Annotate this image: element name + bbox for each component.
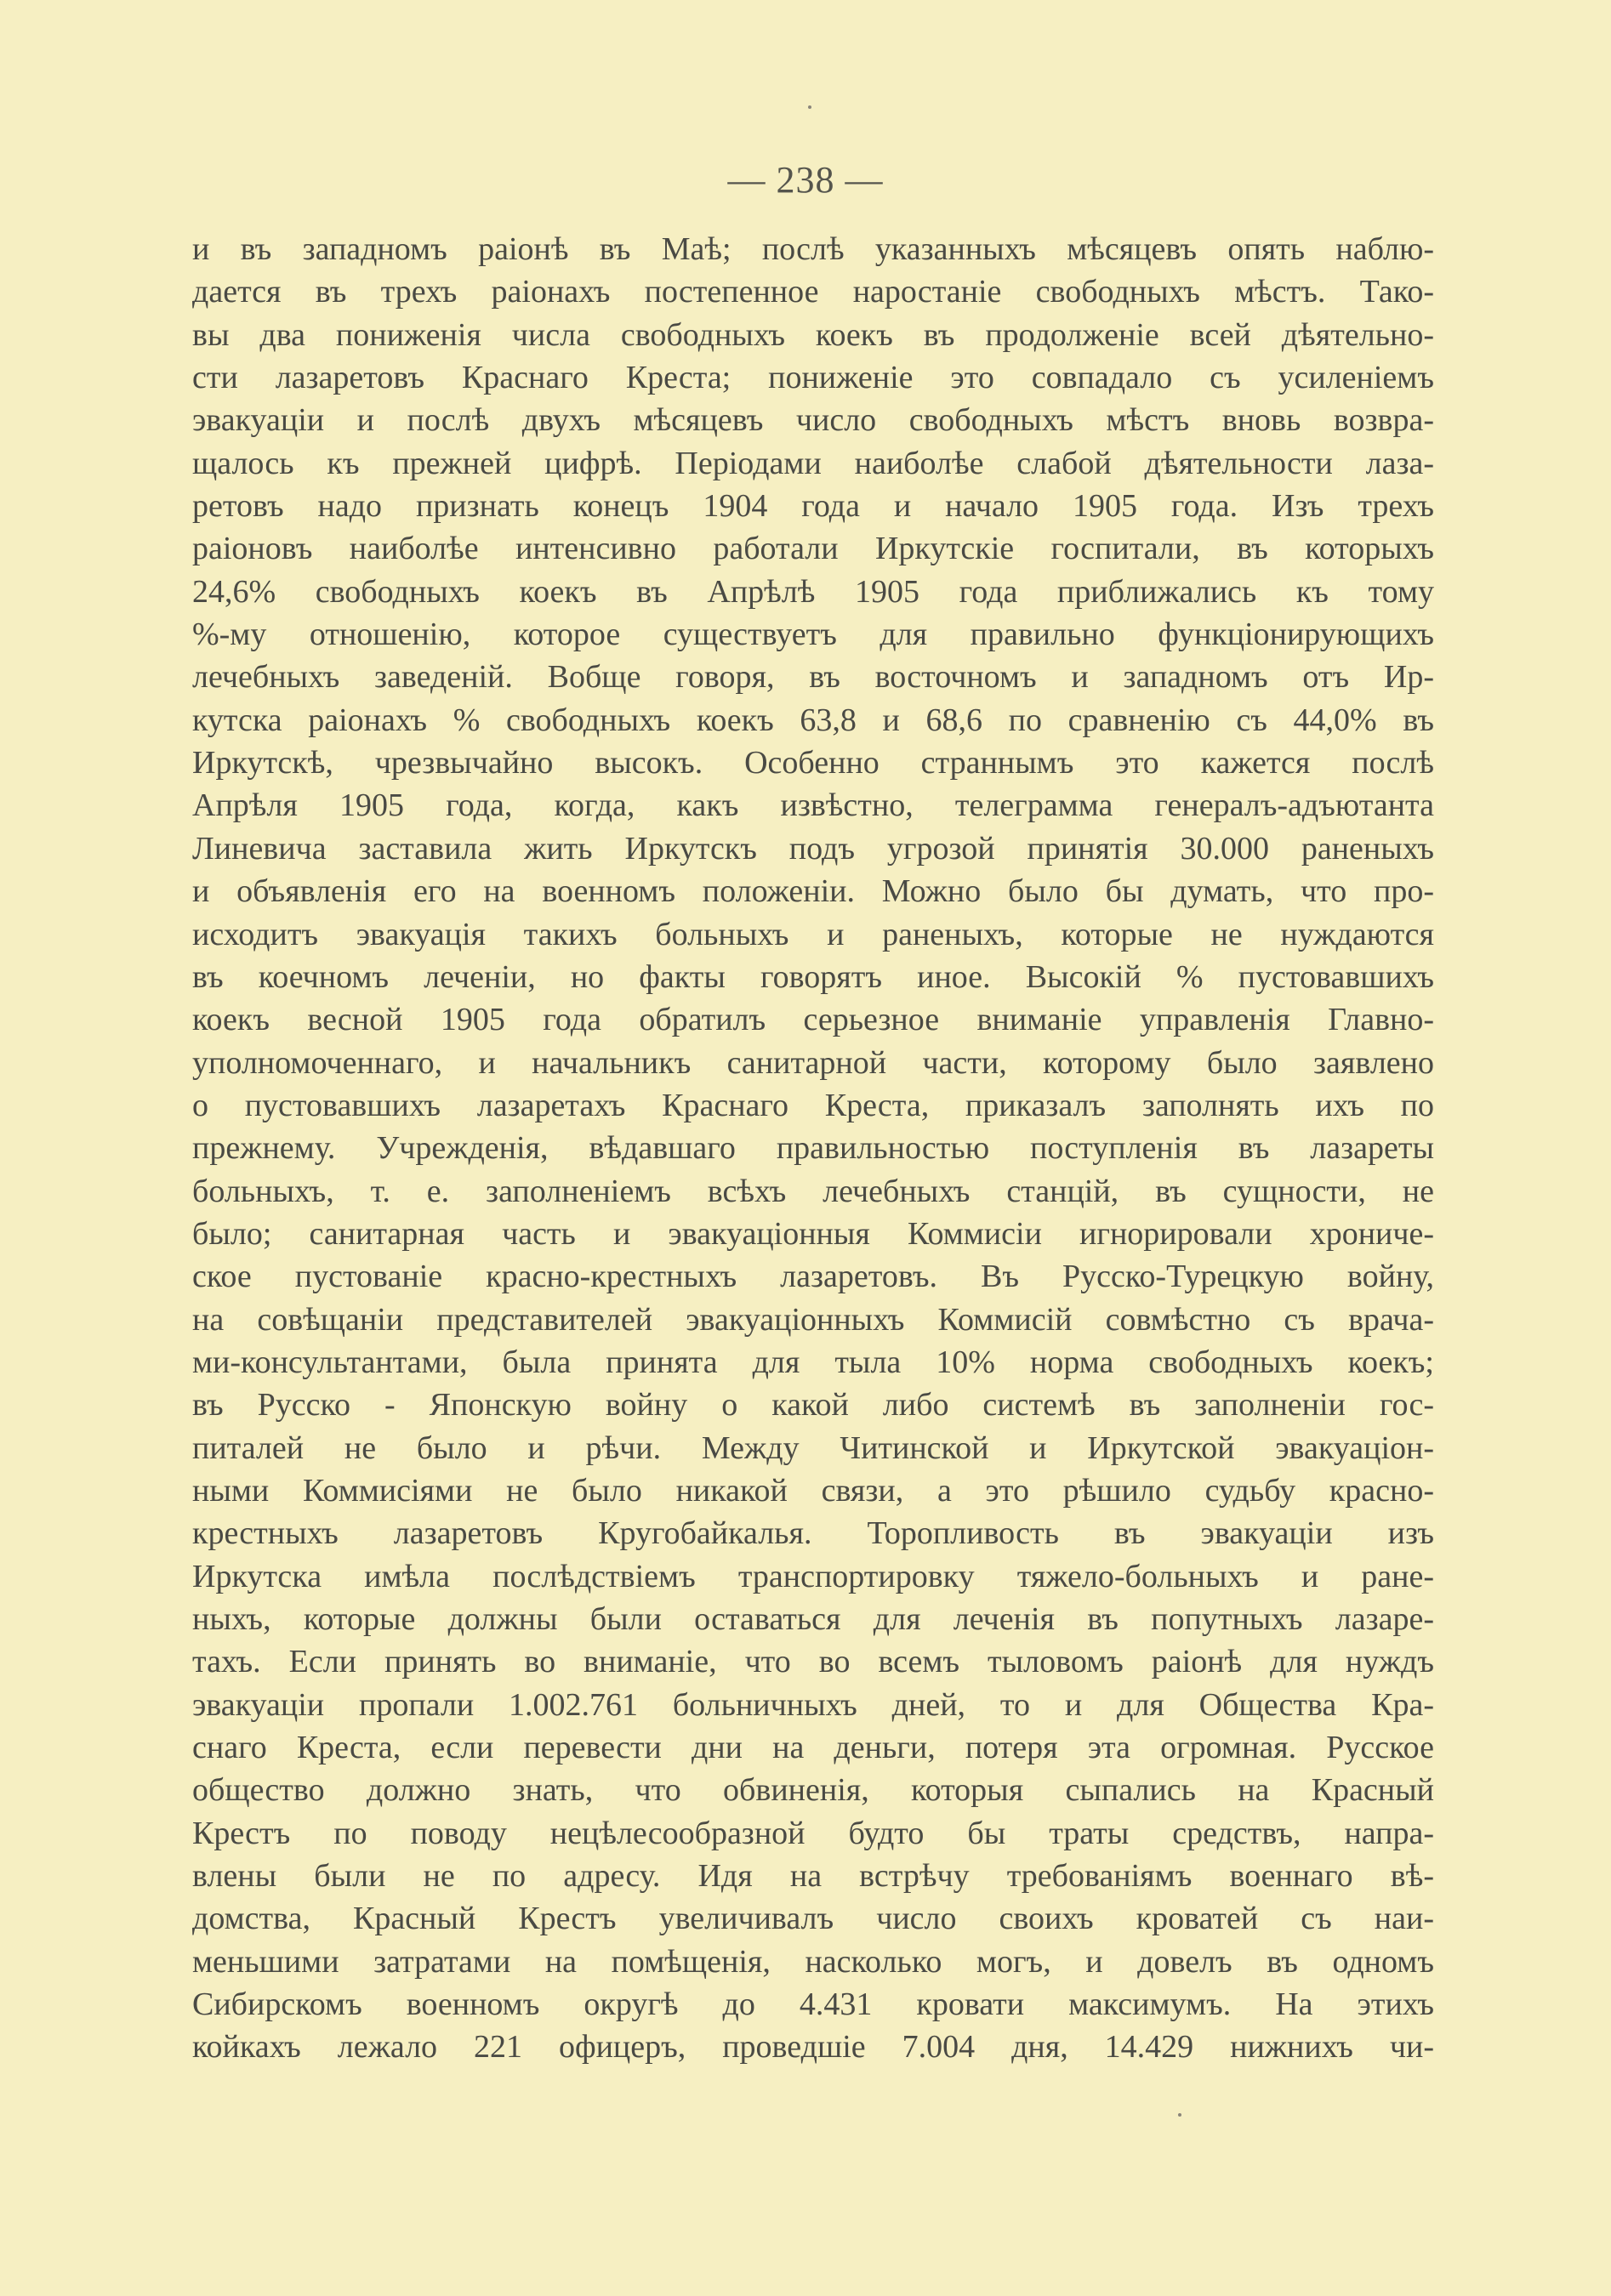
text-line: домства, Красный Крестъ увеличивалъ число своихъ кроватей съ наи- bbox=[192, 1901, 1434, 1937]
text-line: ми-консультантами, была принята для тыла 10% норма свободныхъ коекъ; bbox=[192, 1344, 1434, 1380]
text-line: дается въ трехъ раіонахъ постепенное наростаніе свободныхъ мѣстъ. Тако- bbox=[192, 274, 1434, 310]
text-line: Иркутскѣ, чрезвычайно высокъ. Особенно страннымъ это кажется послѣ bbox=[192, 745, 1434, 781]
text-line: Апрѣля 1905 года, когда, какъ извѣстно, телеграмма генералъ-адъютанта bbox=[192, 787, 1434, 824]
text-line: ретовъ надо признать конецъ 1904 года и начало 1905 года. Изъ трехъ bbox=[192, 488, 1434, 525]
text-line: было; санитарная часть и эвакуаціонныя Коммисіи игнорировали хрониче- bbox=[192, 1215, 1434, 1252]
text-line: о пустовавшихъ лазаретахъ Краснаго Креста, приказалъ заполнять ихъ по bbox=[192, 1087, 1434, 1123]
text-line: Линевича заставила жить Иркутскъ подъ угрозой принятія 30.000 раненыхъ bbox=[192, 830, 1434, 867]
text-line: кутска раіонахъ % свободныхъ коекъ 63,8 и 68,6 по сравненію съ 44,0% въ bbox=[192, 702, 1434, 738]
paper-speck bbox=[1178, 2113, 1181, 2117]
text-line: лечебныхъ заведеній. Вобще говоря, въ восточномъ и западномъ отъ Ир- bbox=[192, 659, 1434, 696]
text-line: на совѣщаніи представителей эвакуаціонныхъ Коммисій совмѣстно съ врача- bbox=[192, 1301, 1434, 1338]
text-line: снаго Креста, если перевести дни на деньги, потеря эта огромная. Русское bbox=[192, 1730, 1434, 1766]
text-line: питалей не было и рѣчи. Между Читинской и Иркутской эвакуаціон- bbox=[192, 1429, 1434, 1466]
text-line: больныхъ, т. е. заполненіемъ всѣхъ лечебныхъ станцій, въ сущности, не bbox=[192, 1173, 1434, 1209]
text-line: эвакуаціи пропали 1.002.761 больничныхъ дней, то и для Общества Кра- bbox=[192, 1686, 1434, 1723]
body-text bbox=[192, 228, 1434, 2069]
paper-speck bbox=[808, 105, 811, 109]
text-line: раіоновъ наиболѣе интенсивно работали Иркутскіе госпитали, въ которыхъ bbox=[192, 531, 1434, 567]
text-line: меньшими затратами на помѣщенія, насколько могъ, и довелъ въ одномъ bbox=[192, 1943, 1434, 1980]
text-line: Иркутска имѣла послѣдствіемъ транспортировку тяжело-больныхъ и ране- bbox=[192, 1558, 1434, 1594]
text-line: ское пустованіе красно-крестныхъ лазаретовъ. Въ Русско-Турецкую войну, bbox=[192, 1259, 1434, 1295]
text-line: прежнему. Учрежденія, вѣдавшаго правильностью поступленія въ лазареты bbox=[192, 1130, 1434, 1167]
text-line: въ Русско - Японскую войну о какой либо системѣ въ заполненіи гос- bbox=[192, 1387, 1434, 1424]
text-line: эвакуаціи и послѣ двухъ мѣсяцевъ число свободныхъ мѣстъ вновь возвра- bbox=[192, 402, 1434, 439]
text-line: общество должно знать, что обвиненія, которыя сыпались на Красный bbox=[192, 1772, 1434, 1809]
text-line: сти лазаретовъ Краснаго Креста; пониженіе это совпадало съ усиленіемъ bbox=[192, 360, 1434, 396]
text-line: тахъ. Если принять во вниманіе, что во всемъ тыловомъ раіонѣ для нуждъ bbox=[192, 1644, 1434, 1680]
text-line: и объявленія его на военномъ положеніи. Можно было бы думать, что про- bbox=[192, 873, 1434, 910]
text-line: 24,6% свободныхъ коекъ въ Апрѣлѣ 1905 года приближались къ тому bbox=[192, 573, 1434, 610]
text-line: ными Коммисіями не было никакой связи, а это рѣшило судьбу красно- bbox=[192, 1472, 1434, 1509]
text-line: коекъ весной 1905 года обратилъ серьезное вниманіе управленія Главно- bbox=[192, 1002, 1434, 1038]
text-line: койкахъ лежало 221 офицеръ, проведшіе 7.004 дня, 14.429 нижнихъ чи- bbox=[192, 2029, 1434, 2066]
text-line: Крестъ по поводу нецѣлесообразной будто бы траты средствъ, напра- bbox=[192, 1815, 1434, 1851]
text-line: влены были не по адресу. Идя на встрѣчу требованіямъ военнаго вѣ- bbox=[192, 1858, 1434, 1895]
text-line: %-му отношенію, которое существуетъ для правильно функціонирующихъ bbox=[192, 617, 1434, 653]
text-line: вы два пониженія числа свободныхъ коекъ въ продолженіе всей дѣятельно- bbox=[192, 316, 1434, 353]
text-line: ныхъ, которые должны были оставаться для леченія въ попутныхъ лазаре- bbox=[192, 1601, 1434, 1637]
text-line: исходитъ эвакуація такихъ больныхъ и раненыхъ, которые не нуждаются bbox=[192, 916, 1434, 952]
text-line: въ коечномъ леченіи, но факты говорятъ иное. Высокій % пустовавшихъ bbox=[192, 958, 1434, 995]
text-line: Сибирскомъ военномъ округѣ до 4.431 кровати максимумъ. На этихъ bbox=[192, 1986, 1434, 2023]
text-line: крестныхъ лазаретовъ Кругобайкалья. Торопливость въ эвакуаціи изъ bbox=[192, 1515, 1434, 1552]
text-line: уполномоченнаго, и начальникъ санитарной части, которому было заявлено bbox=[192, 1044, 1434, 1081]
text-line: и въ западномъ раіонѣ въ Маѣ; послѣ указанныхъ мѣсяцевъ опять наблю- bbox=[192, 231, 1434, 267]
page-number: — 238 — bbox=[727, 159, 884, 201]
text-line: щалось къ прежней цифрѣ. Періодами наиболѣе слабой дѣятельности лаза- bbox=[192, 445, 1434, 481]
